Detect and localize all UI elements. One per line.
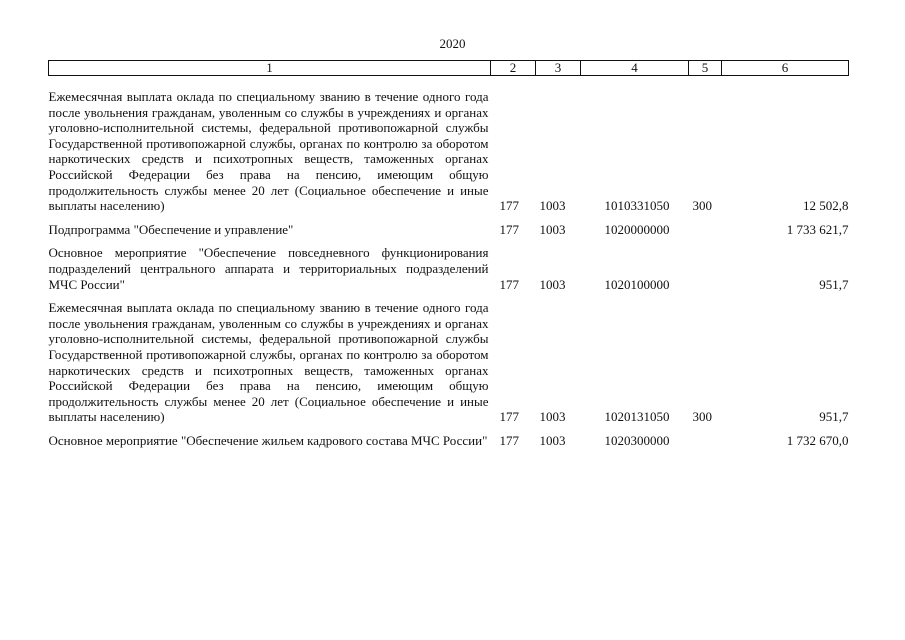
row-expense-code: [689, 425, 722, 449]
row-section-code: 1003: [539, 221, 566, 237]
row-section-code: 1003: [539, 276, 566, 292]
table-row: [49, 292, 849, 425]
table-row: [49, 425, 849, 449]
header-cell-3: 3: [536, 61, 581, 76]
budget-table: [48, 60, 849, 448]
table-row: [49, 237, 849, 292]
table-body: [49, 76, 849, 449]
row-name: Основное мероприятие "Обеспечение жильем кадрового состава МЧС России": [48, 432, 488, 448]
page-number: 2020: [439, 36, 466, 51]
header-cell-2: 2: [491, 61, 536, 76]
header-cell-6: 6: [722, 61, 849, 76]
row-expense-code: 300: [692, 198, 712, 214]
row-admin-code: 177: [499, 198, 519, 214]
header-cell-5: 5: [689, 61, 722, 76]
row-name: Ежемесячная выплата оклада по специальному званию в течение одного года после увольнения гражданам, уволенным со службы в учреждениях и органах уголовно-исполнительной системы, федеральной противопожарной службы Государственной противопожарной службы, органах по контролю за оборотом наркотических средств и психотропных веществ, таможенных органах Российской Федерации без права на пенсию, имеющим общую продолжительность службы менее 20 лет (Социальное обеспечение и иные выплаты населению): [48, 89, 489, 214]
row-expense-code: [689, 214, 722, 238]
row-expense-code: [689, 237, 722, 292]
row-target-code: 1020100000: [604, 276, 670, 292]
row-admin-code: 177: [499, 276, 519, 292]
row-target-code: 1020300000: [604, 432, 670, 448]
row-target-code: 1010331050: [604, 198, 670, 214]
row-amount: 12 502,8: [803, 198, 849, 214]
row-section-code: 1003: [539, 409, 566, 425]
header-cell-1: 1: [49, 61, 491, 76]
row-admin-code: 177: [499, 409, 519, 425]
row-admin-code: 177: [499, 221, 519, 237]
row-section-code: 1003: [539, 198, 566, 214]
table-row: [49, 76, 849, 214]
row-amount: 951,7: [819, 276, 849, 292]
row-expense-code: 300: [692, 409, 712, 425]
row-target-code: 1020000000: [604, 221, 670, 237]
header-row: [49, 61, 849, 76]
row-amount: 951,7: [819, 409, 849, 425]
row-target-code: 1020131050: [604, 409, 670, 425]
table-row: [49, 214, 849, 238]
row-amount: 1 733 621,7: [786, 221, 849, 237]
column-number-header: [49, 61, 849, 76]
header-cell-4: 4: [581, 61, 689, 76]
row-admin-code: 177: [499, 432, 519, 448]
row-section-code: 1003: [539, 432, 566, 448]
row-name: Ежемесячная выплата оклада по специальному званию в течение одного года после увольнения гражданам, уволенным со службы в учреждениях и органах уголовно-исполнительной системы, федеральной противопожарной службы Государственной противопожарной службы, органах по контролю за оборотом наркотических средств и психотропных веществ, таможенных органах Российской Федерации без права на пенсию, имеющим общую продолжительность службы менее 20 лет (Социальное обеспечение и иные выплаты населению): [48, 300, 489, 425]
row-name: Основное мероприятие "Обеспечение повседневного функционирования подразделений центрального аппарата и территориальных подразделений МЧС России": [48, 245, 489, 292]
row-amount: 1 732 670,0: [786, 432, 849, 448]
row-name: Подпрограмма "Обеспечение и управление": [48, 221, 294, 237]
